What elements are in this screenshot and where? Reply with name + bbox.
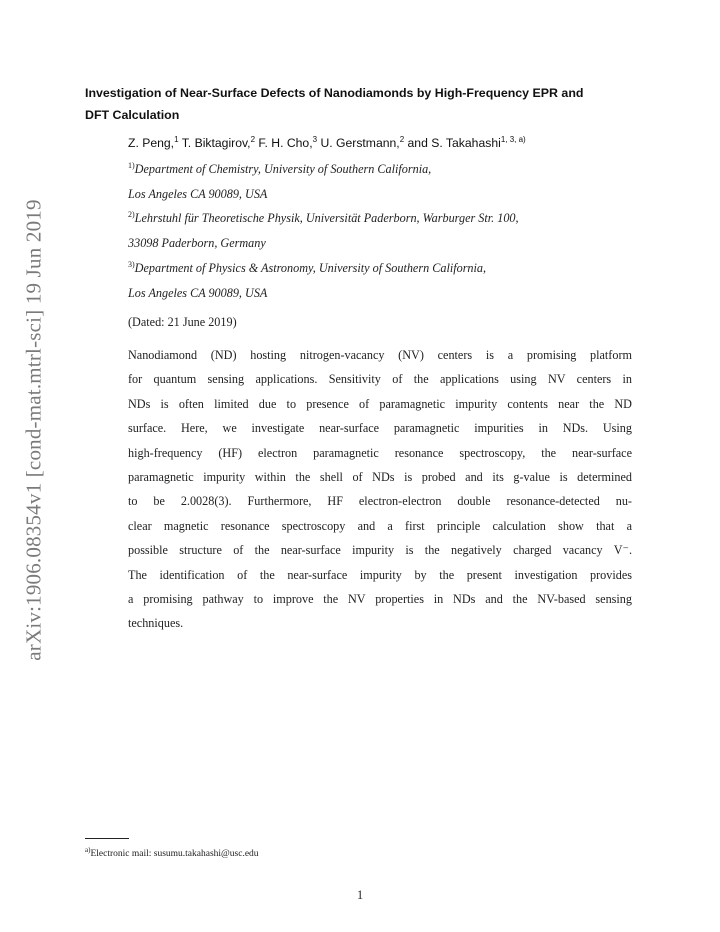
abstract-line: NDs is often limited due to presence of paramagnetic impurity contents near the ND (128, 396, 632, 411)
title-line-2: DFT Calculation (85, 108, 180, 122)
affiliation-1: $^{1)}$Department of Chemistry, University of Southern California, Los Angeles CA 90089, USA (128, 160, 432, 201)
abstract-line: surface. Here, we investigate near-surface paramagnetic impurities in NDs. Using (128, 421, 632, 436)
abstract (128, 343, 632, 636)
abstract-line: clear magnetic resonance spectroscopy and a first principle calculation show that a (128, 518, 632, 533)
abstract-line: Nanodiamond (ND) hosting nitrogen-vacancy (NV) centers is a promising platform (128, 348, 632, 362)
abstract-line: for quantum sensing applications. Sensitivity of the applications using NV centers in (128, 372, 632, 387)
abstract-line: techniques. (128, 616, 184, 631)
author: and S. Takahashi$^{1, 3, a)}$ (407, 134, 526, 150)
footnote-divider (85, 838, 129, 839)
footnote: $^{a)}$Electronic mail: susumu.takahashi@usc.edu (85, 846, 259, 860)
page-number: 1 (356, 888, 364, 902)
arxiv-id-text: arXiv:1906.08354v1 [cond-mat.mtrl-sci] 19 Jun 2019 (21, 199, 46, 661)
author: T. Biktagirov,$^2$ (181, 134, 256, 150)
abstract-line: high-frequency (HF) electron paramagnetic resonance spectroscopy, the near-surface (128, 445, 632, 460)
arxiv-sidebar-stamp (14, 180, 54, 680)
abstract-line: possible structure of the near-surface impurity is the negatively charged vacancy V⁻. (128, 543, 632, 558)
affiliation-3: $^{3)}$Department of Physics & Astronomy, University of Southern California, Los Angeles CA 90089, USA (128, 259, 487, 300)
abstract-line: a promising pathway to improve the NV properties in NDs and the NV-based sensing (128, 592, 632, 607)
title-line-1: Investigation of Near-Surface Defects of Nanodiamonds by High-Frequency EPR and (85, 86, 584, 100)
author: Z. Peng,$^1$ (128, 134, 179, 150)
author-list (128, 134, 648, 152)
abstract-line: to be 2.0028(3). Furthermore, HF electron-electron double resonance-detected nu- (128, 494, 632, 509)
abstract-line: The identification of the near-surface impurity by the present investigation provides (128, 567, 632, 582)
dated-line: (Dated: 21 June 2019) (128, 315, 237, 329)
author: U. Gerstmann,$^2$ (320, 134, 405, 150)
paper-title (85, 82, 645, 126)
affiliation-2: $^{2)}$Lehrstuhl für Theoretische Physik, Universität Paderborn, Warburger Str. 100, 33098 Paderborn, Germany (128, 209, 519, 250)
author: F. H. Cho,$^3$ (258, 134, 318, 150)
abstract-line: paramagnetic impurity within the shell of NDs is probed and its g-value is determined (128, 470, 632, 485)
